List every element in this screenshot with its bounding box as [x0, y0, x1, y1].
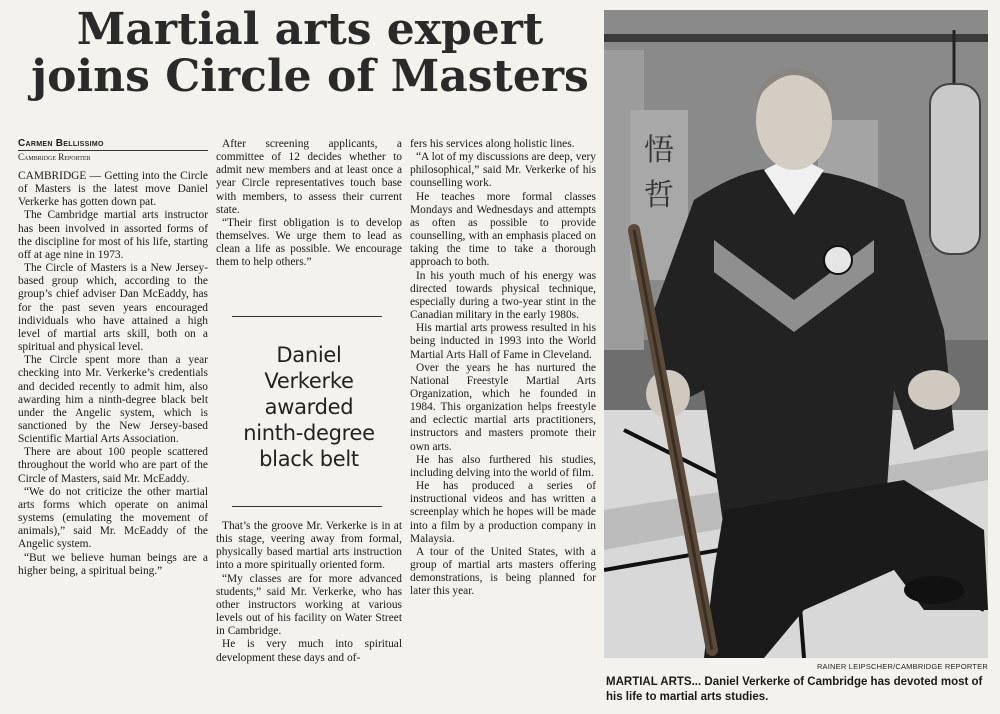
pullquote-line: Daniel — [276, 343, 342, 367]
byline-outlet: Cambridge Reporter — [18, 150, 208, 162]
pullquote-line: ninth-degree — [243, 421, 375, 445]
headline-line-2: joins Circle of Masters — [31, 51, 589, 102]
paragraph: After screening applicants, a committee of 12 decides whether to admit new members and at least once a year Circle representatives touch base with members, to assess their current state. — [216, 138, 402, 216]
article-column-3 — [410, 138, 596, 712]
paragraph: In his youth much of his energy was directed towards physical technique, especially during a two-year stint in the Canadian military in the early 1980s. — [410, 269, 596, 322]
photo-illustration — [604, 10, 988, 658]
paragraph: The Circle spent more than a year checking into Mr. Verkerke’s credentials and decided recently to admit him, also awarding him a ninth-degree black belt under the Angelic system, which is sanctioned by the New Jersey-based Scientific Martial Arts Association. — [18, 354, 208, 446]
paragraph: “My classes are for more advanced students,” said Mr. Verkerke, who has other instructors working at various levels out of his facility on Water Street in Cambridge. — [216, 572, 402, 638]
svg-text:哲: 哲 — [644, 178, 674, 213]
pullquote — [222, 342, 396, 472]
pullquote-bottom-rule — [232, 506, 382, 507]
headline — [20, 6, 600, 100]
article-column-2-bottom — [216, 520, 402, 712]
pullquote-line: awarded — [264, 395, 354, 419]
article-column-1 — [18, 170, 208, 712]
paragraph: A tour of the United States, with a group of martial arts masters offering demonstrations, is being planned for later this year. — [410, 545, 596, 598]
article-column-2-top — [216, 138, 402, 318]
paragraph: He is very much into spiritual development these days and of- — [216, 638, 402, 664]
pullquote-top-rule — [232, 316, 382, 317]
paragraph: He teaches more formal classes Mondays and Wednesdays and attempts as often as possible to provide counselling, with an emphasis placed on taking the time to take a thorough approach to both. — [410, 190, 596, 269]
photo-martial-artist — [604, 10, 988, 658]
pullquote-line: black belt — [259, 447, 359, 471]
paragraph: CAMBRIDGE — Getting into the Circle of Masters is the latest move Daniel Verkerke has gotten down pat. — [18, 170, 208, 209]
paragraph: “We do not criticize the other martial arts forms which operate on animal systems (emulating the movement of animals),” said Mr. McEaddy of the Angelic system. — [18, 485, 208, 551]
paragraph: “But we believe human beings are a higher being, a spiritual being.” — [18, 551, 208, 577]
paragraph: The Circle of Masters is a New Jersey-based group which, according to the group’s chief adviser Dan McEaddy, has for the past seven years encouraged individuals who have attained a high level of martial arts skill, both on a spiritual and physical level. — [18, 262, 208, 354]
svg-text:悟: 悟 — [644, 133, 674, 168]
paragraph: He has also furthered his studies, including delving into the world of film. — [410, 453, 596, 479]
paragraph: His martial arts prowess resulted in his being inducted in 1993 into the World Martial Arts Hall of Fame in Cleveland. — [410, 322, 596, 361]
paragraph: The Cambridge martial arts instructor has been involved in assorted forms of the discipline for most of his life, starting off at age nine in 1973. — [18, 209, 208, 261]
pullquote-line: Verkerke — [264, 369, 354, 393]
headline-line-1: Martial arts expert — [76, 4, 544, 55]
photo-caption: MARTIAL ARTS... Daniel Verkerke of Cambridge has devoted most of his life to martial arts studies. — [606, 676, 983, 703]
paragraph: Over the years he has nurtured the National Freestyle Martial Arts Organization, which he founded in 1984. This organization helps freestyle and eclectic martial arts practitioners, instructors and masters promote their own arts. — [410, 361, 596, 453]
photo-credit: RAINER LEIPSCHER/CAMBRIDGE REPORTER — [816, 662, 988, 671]
paragraph: He has produced a series of instructional videos and has written a screenplay which he hopes will be made into a film by a production company in Malaysia. — [410, 480, 596, 545]
byline — [18, 138, 208, 162]
paragraph: That’s the groove Mr. Verkerke is in at this stage, veering away from formal, physically based martial arts instruction into a more spiritually oriented form. — [216, 520, 402, 572]
paragraph: fers his services along holistic lines. — [410, 138, 575, 150]
byline-author: Carmen Bellissimo — [18, 138, 104, 149]
paragraph: “A lot of my discussions are deep, very philosophical,” said Mr. Verkerke of his counselling work. — [410, 151, 596, 190]
paragraph: There are about 100 people scattered throughout the world who are part of the Circle of Masters, said Mr. McEaddy. — [18, 446, 208, 485]
paragraph: “Their first obligation is to develop themselves. We urge them to lead as clean a life as possible. We encourage them to help others.” — [216, 216, 402, 269]
